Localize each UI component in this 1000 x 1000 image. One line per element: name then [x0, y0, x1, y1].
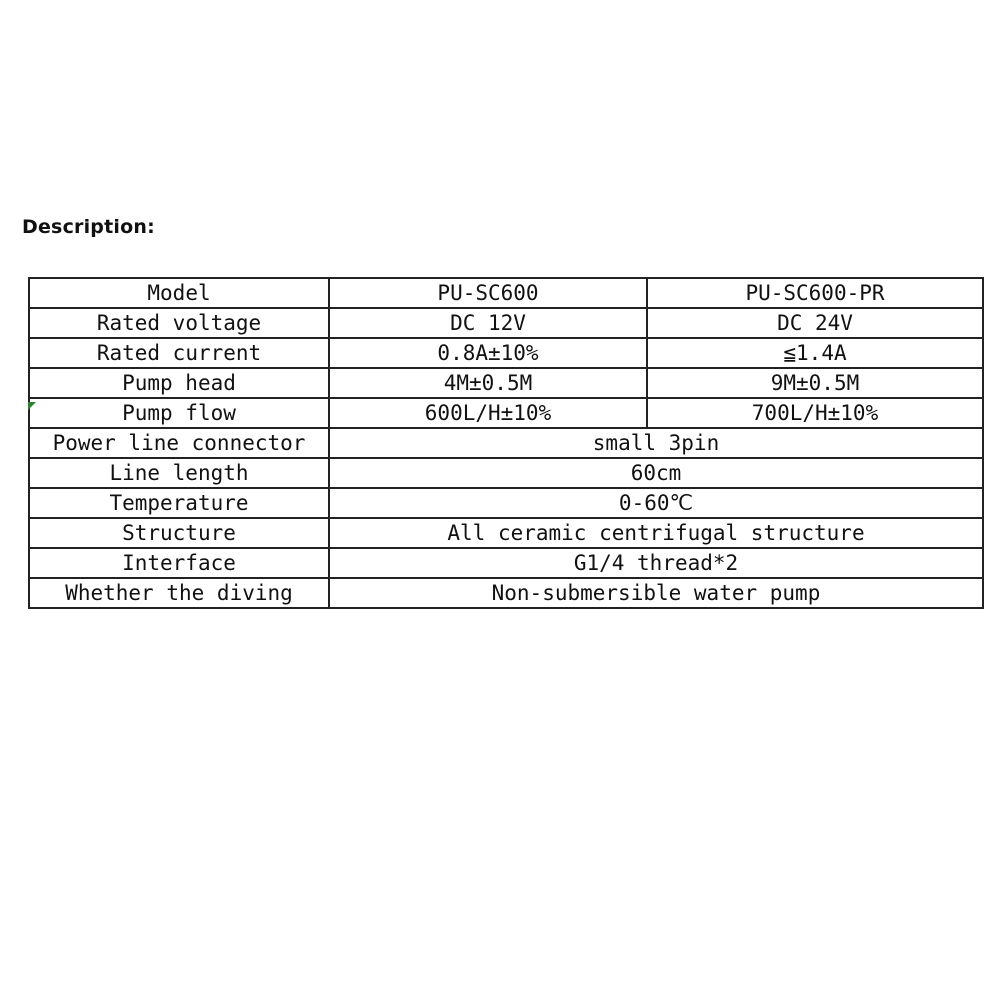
- pump-head-value-b: 9M±0.5M: [647, 368, 983, 398]
- interface-value: G1/4 thread*2: [329, 548, 983, 578]
- model-value-pu-sc600-pr: PU-SC600-PR: [647, 278, 983, 308]
- structure-value: All ceramic centrifugal structure: [329, 518, 983, 548]
- line-length-value: 60cm: [329, 458, 983, 488]
- rated-current-value-a: 0.8A±10%: [329, 338, 647, 368]
- rated-voltage-value-a: DC 12V: [329, 308, 647, 338]
- row-label-power-line-connector: Power line connector: [29, 428, 329, 458]
- whether-the-diving-value: Non-submersible water pump: [329, 578, 983, 608]
- pump-head-value-a: 4M±0.5M: [329, 368, 647, 398]
- row-label-rated-voltage: Rated voltage: [29, 308, 329, 338]
- row-label-whether-the-diving: Whether the diving: [29, 578, 329, 608]
- row-label-rated-current: Rated current: [29, 338, 329, 368]
- table-row-line-length: [29, 458, 983, 488]
- model-value-pu-sc600: PU-SC600: [329, 278, 647, 308]
- table-row-temperature: [29, 488, 983, 518]
- pump-flow-value-a: 600L/H±10%: [329, 398, 647, 428]
- table-row-model: [29, 278, 983, 308]
- table-row-whether-the-diving: [29, 578, 983, 608]
- rated-current-value-b: ≦1.4A: [647, 338, 983, 368]
- power-line-connector-value: small 3pin: [329, 428, 983, 458]
- row-label-interface: Interface: [29, 548, 329, 578]
- rated-voltage-value-b: DC 24V: [647, 308, 983, 338]
- table-row-rated-voltage: [29, 308, 983, 338]
- cell-corner-marker: [28, 402, 36, 410]
- row-label-pump-flow: Pump flow: [29, 398, 329, 428]
- table-row-power-line-connector: [29, 428, 983, 458]
- table-row-pump-flow: [29, 398, 983, 428]
- row-label-model: Model: [29, 278, 329, 308]
- row-label-temperature: Temperature: [29, 488, 329, 518]
- row-label-line-length: Line length: [29, 458, 329, 488]
- table-row-structure: [29, 518, 983, 548]
- table-row-pump-head: [29, 368, 983, 398]
- description-heading: Description:: [22, 216, 155, 238]
- table-row-rated-current: [29, 338, 983, 368]
- pump-flow-value-b: 700L/H±10%: [647, 398, 983, 428]
- table-row-interface: [29, 548, 983, 578]
- spec-table: [28, 277, 984, 609]
- temperature-value: 0-60℃: [329, 488, 983, 518]
- row-label-pump-head: Pump head: [29, 368, 329, 398]
- row-label-structure: Structure: [29, 518, 329, 548]
